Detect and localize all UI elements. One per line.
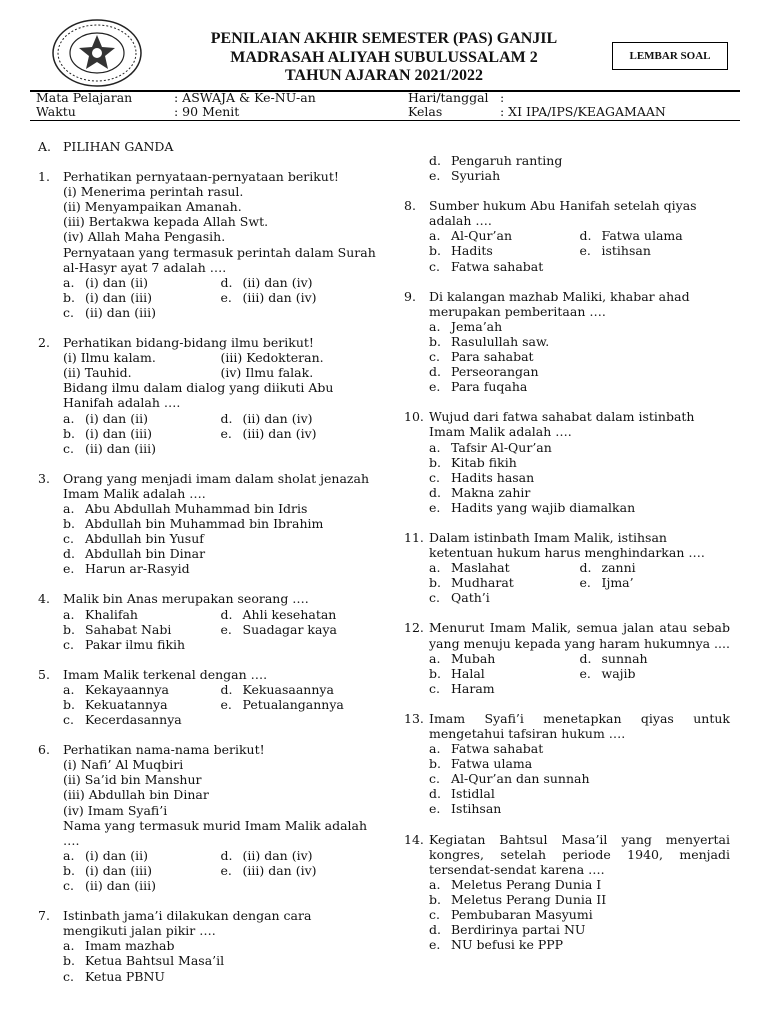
option-letter: c. [63, 636, 74, 652]
option-row [429, 379, 730, 394]
option-letter: e. [429, 801, 441, 817]
option-letter: b. [429, 243, 441, 259]
statement-row [63, 350, 378, 365]
option-text: Fatwa ulama [451, 756, 533, 772]
option-letter: d. [429, 364, 441, 380]
option-letter: b. [429, 756, 441, 772]
option-row [429, 756, 730, 771]
option-row [429, 243, 730, 258]
option-letter: e. [429, 937, 441, 953]
option-letter: a. [429, 228, 441, 244]
option-row [429, 319, 730, 334]
option-text: Fatwa sahabat [451, 741, 544, 757]
option-letter: c. [429, 907, 440, 923]
option-letter: d. [429, 922, 441, 938]
option-letter: c. [429, 258, 440, 274]
option-text: Mudharat [451, 575, 514, 591]
option-text: sunnah [601, 650, 648, 666]
question-intro: Perhatikan bidang-bidang ilmu berikut! [63, 335, 314, 351]
option-row [429, 153, 730, 168]
option-text: (iii) dan (iv) [242, 289, 317, 305]
option-letter: d. [579, 228, 592, 244]
option-letter: c. [429, 680, 440, 696]
question-text: Sumber hukum Abu Hanifah setelah qiyas adalah …. [429, 198, 697, 229]
option-text: (i) dan (iii) [85, 862, 152, 878]
question-number: 10. [404, 409, 424, 425]
option-text: Perseorangan [451, 364, 539, 380]
option-text: Tafsir Al-Qur’an [451, 439, 552, 455]
sheet-label: LEMBAR SOAL [629, 50, 711, 62]
option-text: (ii) dan (iii) [85, 878, 156, 894]
question-stem: Bidang ilmu dalam dialog yang diikuti Abu Hanifah adalah …. [63, 380, 334, 411]
option-text: Hadits yang wajib diamalkan [451, 499, 636, 515]
option-letter: e. [63, 561, 75, 577]
time-label: Waktu [36, 104, 76, 119]
question-10 [404, 409, 730, 515]
statement-item: (ii) Sa’id bin Manshur [63, 772, 202, 788]
option-text: Abdullah bin Yusuf [85, 531, 204, 547]
academic-year: TAHUN AJARAN 2021/2022 [285, 67, 483, 84]
option-text: Ahli kesehatan [242, 606, 337, 622]
section-letter: A. [38, 139, 52, 154]
option-text: Makna zahir [451, 484, 531, 500]
option-row [63, 290, 378, 305]
option-text: Imam mazhab [85, 938, 175, 954]
option-row [429, 334, 730, 349]
option-letter: b. [429, 891, 441, 907]
option-letter: a. [429, 876, 441, 892]
time-value: : 90 Menit [174, 104, 240, 119]
option-text: zanni [601, 560, 636, 576]
option-text: wajib [601, 665, 636, 681]
option-letter: c. [63, 440, 74, 456]
question-number: 2. [38, 335, 50, 351]
option-letter: e. [220, 289, 232, 305]
question-stem: Pernyataan yang termasuk perintah dalam Surah al-Hasyr ayat 7 adalah …. [63, 244, 376, 275]
question-intro: Perhatikan pernyataan-pernyataan berikut! [63, 169, 339, 185]
option-row [63, 275, 378, 290]
statement-item: (iii) Abdullah bin Dinar [63, 787, 209, 803]
option-letter: b. [429, 665, 441, 681]
question-text: Kegiatan Bahtsul Masa’il yang menyertai kongres, setelah periode 1940, menjadi tersendat-sendat karena …. [429, 831, 730, 877]
subject-label: Mata Pelajaran [36, 90, 133, 105]
option-row [63, 531, 378, 546]
option-row [429, 364, 730, 379]
option-letter: d. [429, 484, 441, 500]
option-letter: a. [429, 318, 441, 334]
question-number: 6. [38, 742, 50, 758]
option-letter: b. [63, 697, 75, 712]
option-text: (ii) dan (iii) [85, 440, 156, 456]
option-text: Al-Qur’an [451, 228, 512, 244]
option-text: Istihsan [451, 801, 502, 817]
option-letter: a. [63, 606, 75, 622]
option-text: (ii) dan (iv) [242, 410, 313, 426]
option-letter: d. [220, 274, 233, 290]
option-text: NU befusi ke PPP [451, 937, 564, 953]
exam-title: PENILAIAN AKHIR SEMESTER (PAS) GANJIL [210, 30, 558, 47]
question-text: Imam Syafi’i menetapkan qiyas untuk mengetahui tafsiran hukum …. [429, 710, 730, 741]
option-letter: e. [220, 862, 232, 878]
option-text: Ijma’ [601, 575, 634, 591]
statement-item: (iv) Ilmu falak. [220, 365, 314, 381]
option-row [63, 863, 378, 878]
option-letter: a. [429, 741, 441, 757]
option-letter: e. [220, 697, 232, 712]
option-row [429, 349, 730, 364]
question-1 [38, 169, 378, 320]
question-number: 5. [38, 666, 50, 682]
option-row [429, 560, 730, 575]
option-letter: c. [63, 968, 74, 984]
section-title: PILIHAN GANDA [63, 139, 174, 154]
option-text: (ii) dan (iv) [242, 274, 313, 290]
option-row [63, 501, 378, 516]
option-letter: e. [579, 575, 591, 591]
option-text: (i) dan (iii) [85, 425, 152, 441]
option-letter: a. [63, 681, 75, 697]
question-3 [38, 471, 378, 577]
option-text: Qath’i [451, 590, 490, 606]
option-row [429, 455, 730, 470]
option-text: Jema’ah [451, 318, 503, 334]
option-text: (ii) dan (iv) [242, 847, 313, 863]
option-letter: b. [63, 862, 75, 878]
option-row [429, 771, 730, 786]
section-heading [38, 139, 378, 154]
school-name: MADRASAH ALIYAH SUBULUSSALAM 2 [230, 49, 538, 66]
option-row [63, 561, 378, 576]
question-stem: Nama yang termasuk murid Imam Malik adalah …. [63, 817, 368, 848]
option-letter: a. [429, 560, 441, 576]
option-row [429, 575, 730, 590]
option-text: Sahabat Nabi [85, 621, 172, 637]
statement-item: (ii) Menyampaikan Amanah. [63, 199, 242, 215]
option-text: Suadagar kaya [242, 621, 337, 637]
option-row [63, 682, 378, 697]
option-text: (iii) dan (iv) [242, 862, 317, 878]
statement-item: (i) Nafi’ Al Muqbiri [63, 757, 184, 773]
option-row [429, 168, 730, 183]
option-letter: c. [63, 712, 74, 728]
statement-item: (iv) Imam Syafi’i [63, 802, 168, 818]
option-text: Kekayaannya [85, 681, 170, 697]
option-row [429, 500, 730, 515]
option-letter: d. [63, 546, 75, 562]
option-row [429, 801, 730, 816]
question-text: Malik bin Anas merupakan seorang …. [63, 591, 309, 607]
option-text: (i) dan (ii) [85, 410, 148, 426]
option-text: Abu Abdullah Muhammad bin Idris [85, 500, 308, 516]
option-letter: c. [63, 304, 74, 320]
option-row [429, 681, 730, 696]
option-row [63, 305, 378, 320]
question-text: Istinbath jama’i dilakukan dengan cara mengikuti jalan pikir …. [63, 908, 312, 939]
option-text: Kekuasaannya [242, 681, 334, 697]
right-column [404, 153, 730, 967]
option-row [429, 786, 730, 801]
option-row [63, 426, 378, 441]
statement-item: (ii) Tauhid. [63, 365, 132, 381]
question-7 [38, 908, 378, 983]
option-letter: a. [63, 847, 75, 863]
question-12 [404, 620, 730, 695]
option-row [63, 712, 378, 727]
question-text: Di kalangan mazhab Maliki, khabar ahad merupakan pemberitaan …. [429, 288, 690, 319]
option-text: Fatwa sahabat [451, 258, 544, 274]
option-text: Syuriah [451, 168, 501, 184]
option-letter: c. [429, 590, 440, 606]
option-text: Pengaruh ranting [451, 153, 563, 168]
class-label: Kelas [408, 104, 443, 119]
statement-row [63, 365, 378, 380]
option-text: Rasulullah saw. [451, 333, 550, 349]
option-letter: b. [63, 289, 75, 305]
option-text: Al-Qur’an dan sunnah [451, 771, 590, 787]
question-text: Imam Malik terkenal dengan …. [63, 666, 268, 682]
question-text: Orang yang menjadi imam dalam sholat jenazah Imam Malik adalah …. [63, 470, 370, 501]
option-letter: c. [429, 771, 440, 787]
option-letter: b. [63, 516, 75, 532]
option-row [429, 922, 730, 937]
option-row [63, 878, 378, 893]
option-text: Pembubaran Masyumi [451, 907, 593, 923]
option-letter: d. [579, 650, 592, 666]
option-row [429, 590, 730, 605]
option-letter: c. [63, 531, 74, 547]
option-row [429, 892, 730, 907]
option-letter: a. [63, 500, 75, 516]
option-letter: a. [63, 274, 75, 290]
option-text: Harun ar-Rasyid [85, 561, 190, 577]
option-letter: b. [63, 621, 75, 637]
option-text: Fatwa ulama [601, 228, 683, 244]
option-row [63, 441, 378, 456]
option-text: Para fuqaha [451, 379, 528, 395]
option-text: Pakar ilmu fikih [85, 636, 186, 652]
option-text: Kecerdasannya [85, 712, 182, 728]
question-6 [38, 742, 378, 893]
option-text: Khalifah [85, 606, 138, 622]
option-letter: e. [429, 168, 441, 184]
option-text: Para sahabat [451, 349, 534, 365]
option-text: Hadits [451, 243, 493, 259]
header-divider [30, 90, 740, 92]
option-letter: e. [429, 499, 441, 515]
statement-item: (i) Ilmu kalam. [63, 350, 156, 366]
option-text: Istidlal [451, 786, 495, 802]
option-text: Hadits hasan [451, 469, 535, 485]
option-letter: d. [429, 153, 441, 168]
option-text: Ketua PBNU [85, 968, 165, 984]
option-letter: b. [63, 953, 75, 969]
question-text: Menurut Imam Malik, semua jalan atau sebab yang menuju kepada yang haram hukumnya .... [429, 620, 730, 651]
option-row [429, 651, 730, 666]
day-date-label: Hari/tanggal [408, 90, 489, 105]
option-letter: a. [63, 938, 75, 954]
option-row [429, 259, 730, 274]
question-intro: Perhatikan nama-nama berikut! [63, 742, 265, 758]
question-number: 12. [404, 620, 424, 636]
option-letter: a. [63, 410, 75, 426]
option-row [429, 907, 730, 922]
option-row [63, 622, 378, 637]
option-row [63, 848, 378, 863]
option-row [429, 937, 730, 952]
option-letter: c. [429, 349, 440, 365]
option-letter: c. [429, 469, 440, 485]
option-letter: d. [220, 410, 233, 426]
question-number: 14. [404, 831, 424, 847]
option-text: Meletus Perang Dunia II [451, 891, 607, 907]
info-divider [30, 120, 740, 121]
statement-item: (iv) Allah Maha Pengasih. [63, 229, 226, 245]
question-5 [38, 667, 378, 727]
option-letter: a. [429, 650, 441, 666]
option-letter: b. [63, 425, 75, 441]
option-text: Halal [451, 665, 485, 681]
option-text: Abdullah bin Dinar [85, 546, 206, 562]
option-text: Ketua Bahtsul Masa’il [85, 953, 225, 969]
question-13 [404, 711, 730, 817]
option-letter: e. [579, 243, 591, 259]
question-number: 13. [404, 710, 424, 726]
question-8 [404, 198, 730, 273]
question-2 [38, 335, 378, 456]
option-row [429, 440, 730, 455]
question-7-continued [404, 153, 730, 183]
question-9 [404, 289, 730, 395]
option-text: Haram [451, 680, 495, 696]
option-letter: b. [429, 575, 441, 591]
option-letter: d. [429, 786, 441, 802]
option-letter: e. [429, 379, 441, 395]
option-row [63, 953, 378, 968]
statement-item: (i) Menerima perintah rasul. [63, 184, 244, 200]
option-text: Meletus Perang Dunia I [451, 876, 602, 892]
option-letter: c. [63, 878, 74, 894]
question-number: 11. [404, 529, 424, 545]
question-text: Dalam istinbath Imam Malik, istihsan ketentuan hukum harus menghindarkan …. [429, 529, 705, 561]
question-number: 4. [38, 591, 50, 607]
class-value: : XI IPA/IPS/KEAGAMAAN [500, 104, 666, 119]
option-text: (iii) dan (iv) [242, 425, 317, 441]
option-text: (i) dan (iii) [85, 289, 152, 305]
question-14 [404, 832, 730, 953]
option-row [429, 470, 730, 485]
option-row [63, 411, 378, 426]
option-row [429, 741, 730, 756]
option-text: Kitab fikih [451, 454, 517, 470]
option-row [63, 938, 378, 953]
question-text: Wujud dari fatwa sahabat dalam istinbath Imam Malik adalah …. [429, 409, 695, 440]
question-11 [404, 530, 730, 605]
option-row [429, 877, 730, 892]
sheet-label-box [612, 42, 728, 70]
option-letter: d. [220, 606, 233, 622]
option-row [429, 228, 730, 243]
option-text: Petualangannya [242, 697, 344, 712]
option-letter: a. [429, 439, 441, 455]
option-row [63, 546, 378, 561]
option-row [63, 637, 378, 652]
option-letter: e. [220, 425, 232, 441]
option-text: (i) dan (ii) [85, 274, 148, 290]
option-letter: d. [220, 681, 233, 697]
option-text: (i) dan (ii) [85, 847, 148, 863]
option-letter: d. [220, 847, 233, 863]
option-row [63, 969, 378, 984]
option-letter: e. [579, 665, 591, 681]
question-number: 1. [38, 169, 50, 185]
option-text: Berdirinya partai NU [451, 922, 586, 938]
option-row [63, 697, 378, 712]
option-text: istihsan [601, 243, 651, 259]
school-logo [50, 18, 144, 88]
option-text: Mubah [451, 650, 496, 666]
option-row [429, 485, 730, 500]
option-row [63, 516, 378, 531]
question-number: 7. [38, 908, 50, 924]
option-letter: d. [579, 560, 592, 576]
option-letter: e. [220, 621, 232, 637]
option-row [63, 607, 378, 622]
option-text: Maslahat [451, 560, 510, 576]
question-number: 8. [404, 198, 416, 214]
subject-value: : ASWAJA & Ke-NU-an [174, 90, 316, 105]
option-row [429, 666, 730, 681]
question-number: 9. [404, 288, 416, 304]
option-letter: b. [429, 333, 441, 349]
statement-item: (iii) Kedokteran. [220, 350, 324, 366]
question-4 [38, 591, 378, 651]
day-date-value: : [500, 90, 505, 105]
statement-item: (iii) Bertakwa kepada Allah Swt. [63, 214, 269, 230]
question-number: 3. [38, 470, 50, 486]
left-column [38, 139, 378, 999]
option-letter: b. [429, 454, 441, 470]
option-text: (ii) dan (iii) [85, 304, 156, 320]
option-text: Abdullah bin Muhammad bin Ibrahim [85, 516, 324, 532]
option-text: Kekuatannya [85, 697, 168, 712]
